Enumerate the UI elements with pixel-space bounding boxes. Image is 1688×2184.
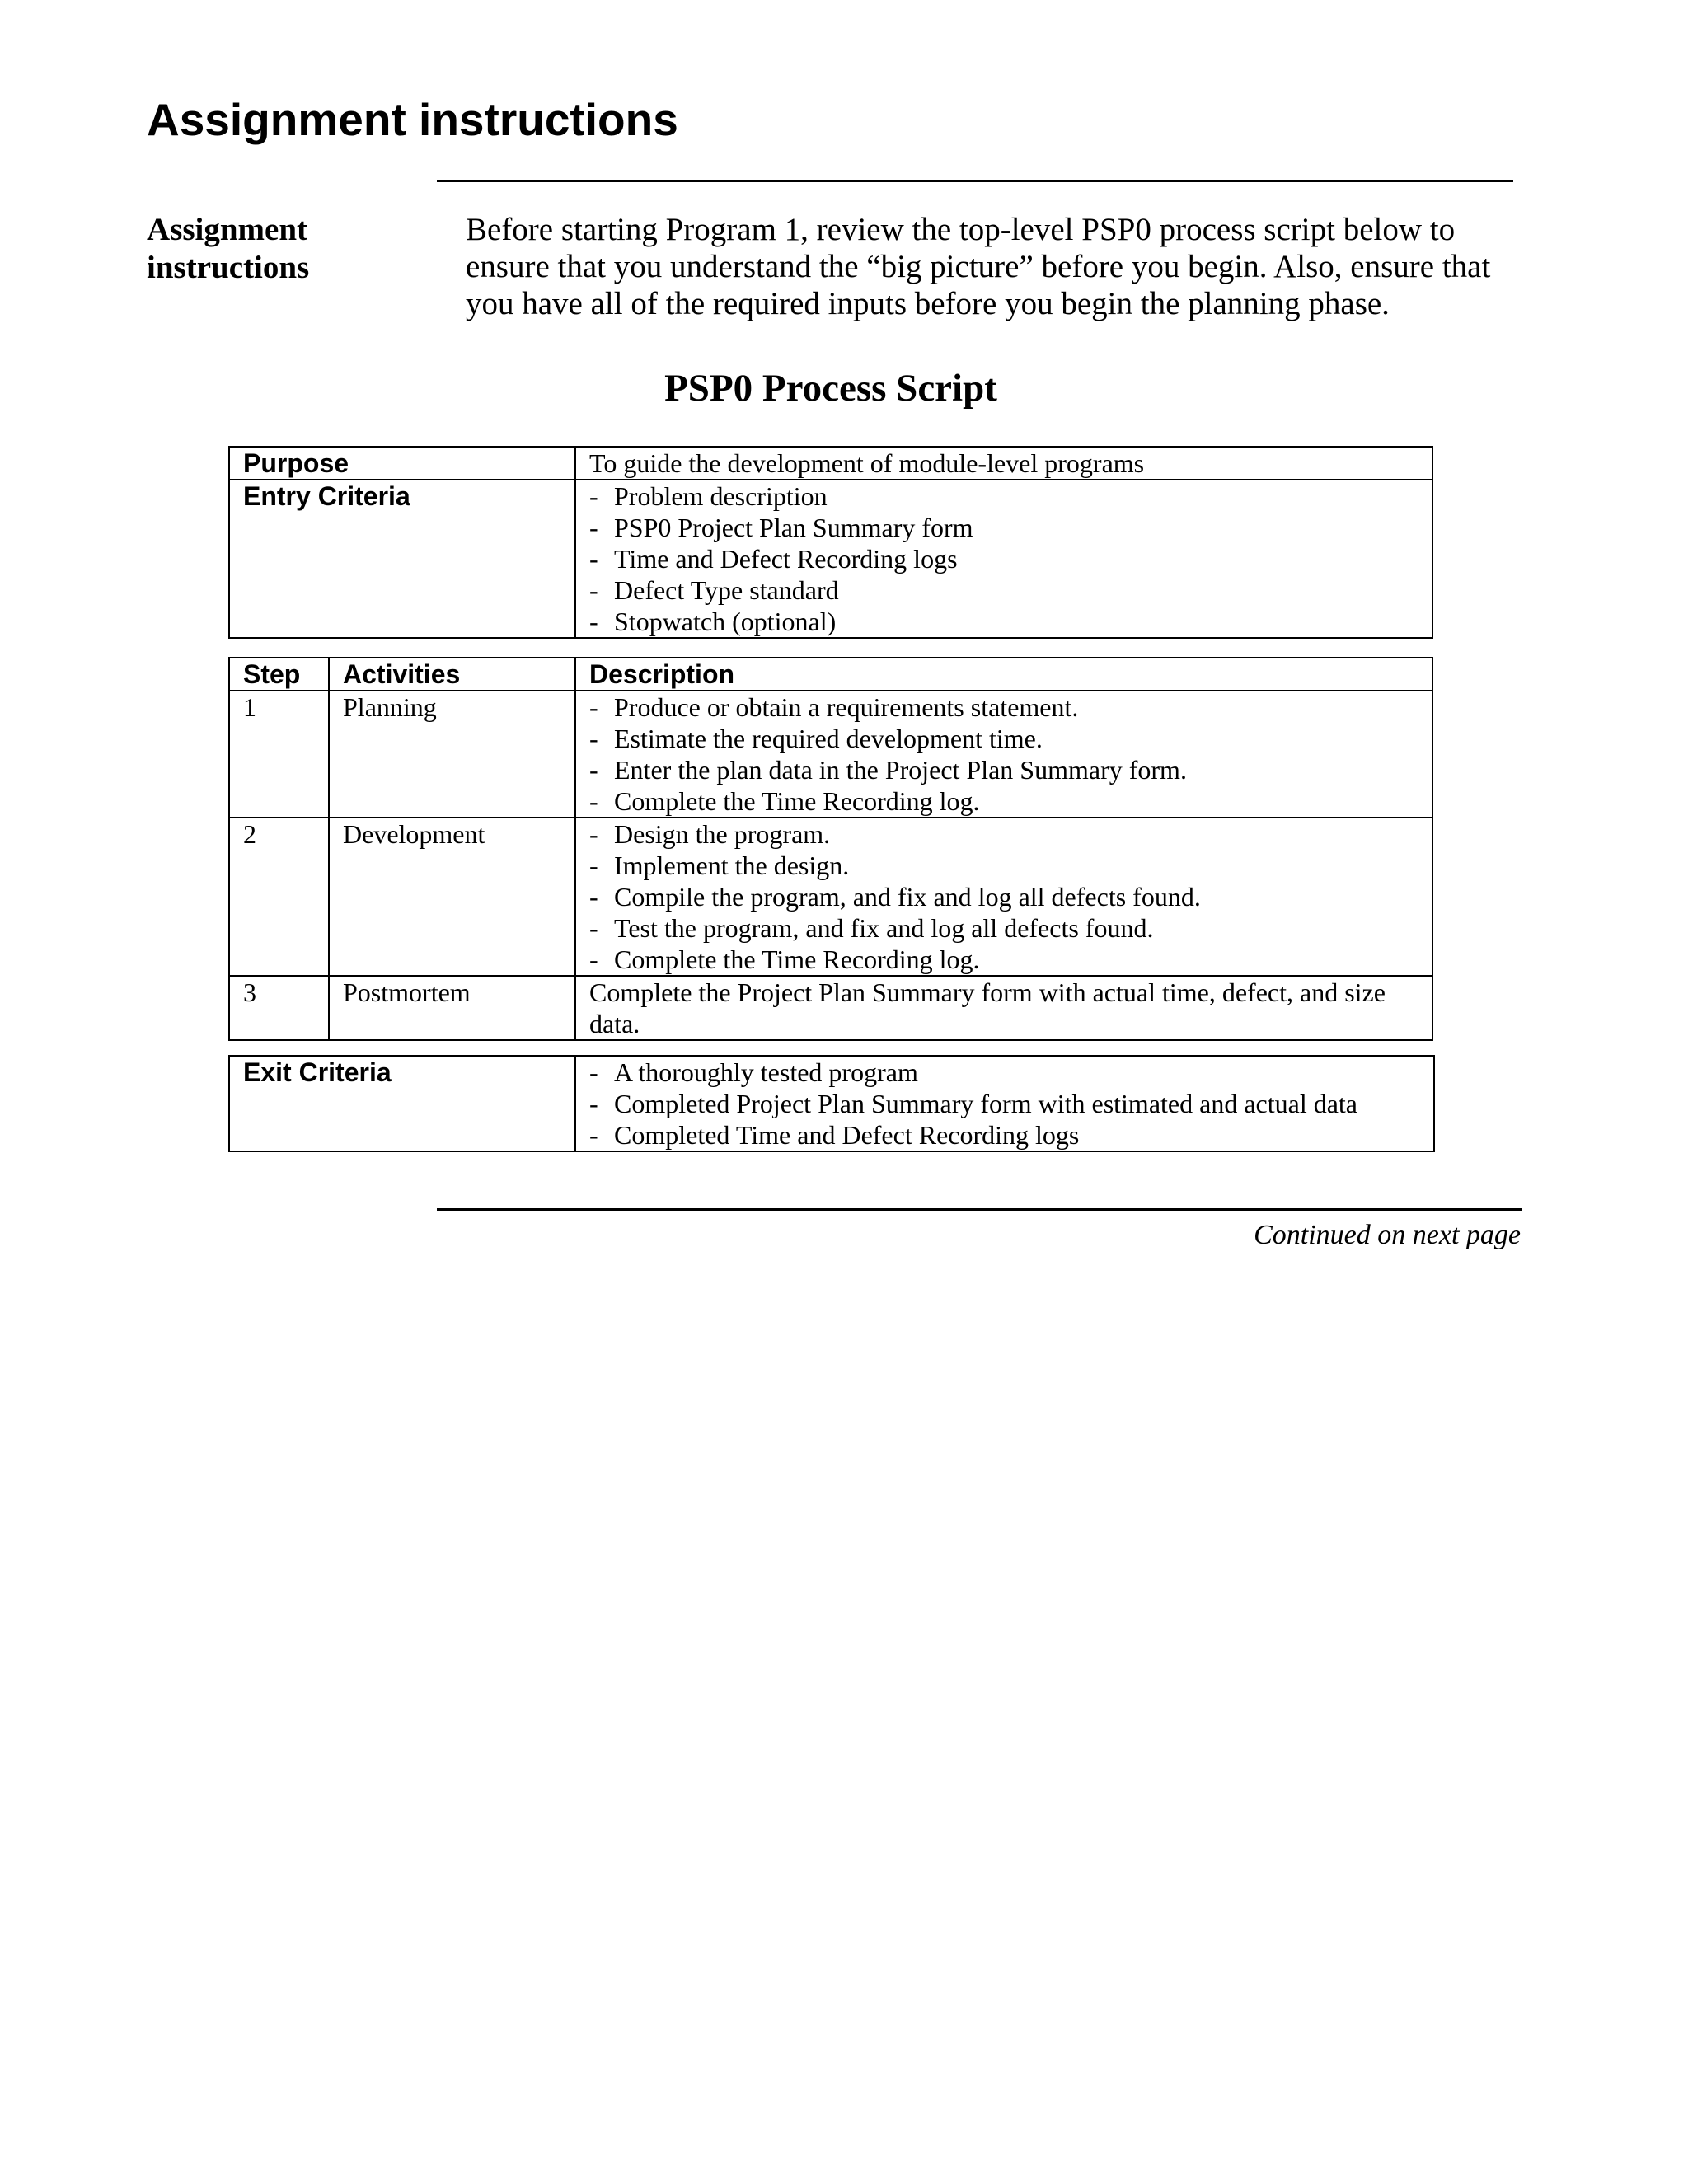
table-row	[229, 976, 1432, 1040]
exit-criteria-list	[589, 1057, 1420, 1151]
continued-note: Continued on next page	[1254, 1220, 1521, 1250]
step-activity: Development	[329, 818, 575, 976]
list-item: - Implement the design.	[589, 850, 1418, 881]
column-header-step: Step	[229, 658, 329, 691]
script-title: PSP0 Process Script	[664, 367, 997, 410]
exit-criteria-label: Exit Criteria	[229, 1056, 575, 1151]
step-description-list	[589, 691, 1418, 817]
list-item: - A thoroughly tested program	[589, 1057, 1420, 1088]
top-divider	[437, 180, 1513, 182]
column-header-activities: Activities	[329, 658, 575, 691]
list-item: - Enter the plan data in the Project Plan Summary form.	[589, 754, 1418, 785]
list-item: - Completed Time and Defect Recording logs	[589, 1119, 1420, 1151]
list-item: - Compile the program, and fix and log all defects found.	[589, 881, 1418, 912]
steps-header-row	[229, 658, 1432, 691]
list-item: - Complete the Time Recording log.	[589, 785, 1418, 817]
list-item: - Estimate the required development time.	[589, 723, 1418, 754]
entry-criteria-list	[589, 480, 1418, 637]
table-row	[229, 818, 1432, 976]
exit-criteria-table	[228, 1055, 1435, 1152]
entry-criteria-row	[229, 480, 1432, 638]
step-description: Complete the Project Plan Summary form with actual time, defect, and size data.	[575, 976, 1432, 1040]
table-row	[229, 691, 1432, 818]
purpose-entry-table	[228, 446, 1433, 639]
page-title: Assignment instructions	[147, 94, 678, 145]
entry-criteria-label: Entry Criteria	[229, 480, 575, 638]
list-item: - Stopwatch (optional)	[589, 606, 1418, 637]
step-description-list	[589, 818, 1418, 975]
step-activity: Planning	[329, 691, 575, 818]
list-item: - Design the program.	[589, 818, 1418, 850]
list-item: - Test the program, and fix and log all defects found.	[589, 912, 1418, 944]
list-item: - PSP0 Project Plan Summary form	[589, 512, 1418, 543]
purpose-value: To guide the development of module-level programs	[575, 447, 1432, 480]
step-description	[575, 818, 1432, 976]
exit-criteria-row	[229, 1056, 1434, 1151]
step-number: 3	[229, 976, 329, 1040]
list-item: - Complete the Time Recording log.	[589, 944, 1418, 975]
purpose-row	[229, 447, 1432, 480]
section-label-text: Assignment instructions	[147, 212, 310, 285]
step-number: 1	[229, 691, 329, 818]
list-item: - Defect Type standard	[589, 574, 1418, 606]
bottom-divider	[437, 1208, 1522, 1211]
step-activity: Postmortem	[329, 976, 575, 1040]
section-label	[147, 211, 361, 287]
exit-criteria-cell	[575, 1056, 1434, 1151]
purpose-label: Purpose	[229, 447, 575, 480]
step-description	[575, 691, 1432, 818]
list-item: - Problem description	[589, 480, 1418, 512]
list-item: - Completed Project Plan Summary form with estimated and actual data	[589, 1088, 1420, 1119]
list-item: - Produce or obtain a requirements statement.	[589, 691, 1418, 723]
intro-paragraph: Before starting Program 1, review the top-level PSP0 process script below to ensure that you understand the “big picture” before you begin. Also, ensure that you have all of the required inputs before you begin the planning phase.	[466, 212, 1491, 321]
step-number: 2	[229, 818, 329, 976]
list-item: - Time and Defect Recording logs	[589, 543, 1418, 574]
entry-criteria-cell	[575, 480, 1432, 638]
steps-table	[228, 657, 1433, 1041]
column-header-description: Description	[575, 658, 1432, 691]
